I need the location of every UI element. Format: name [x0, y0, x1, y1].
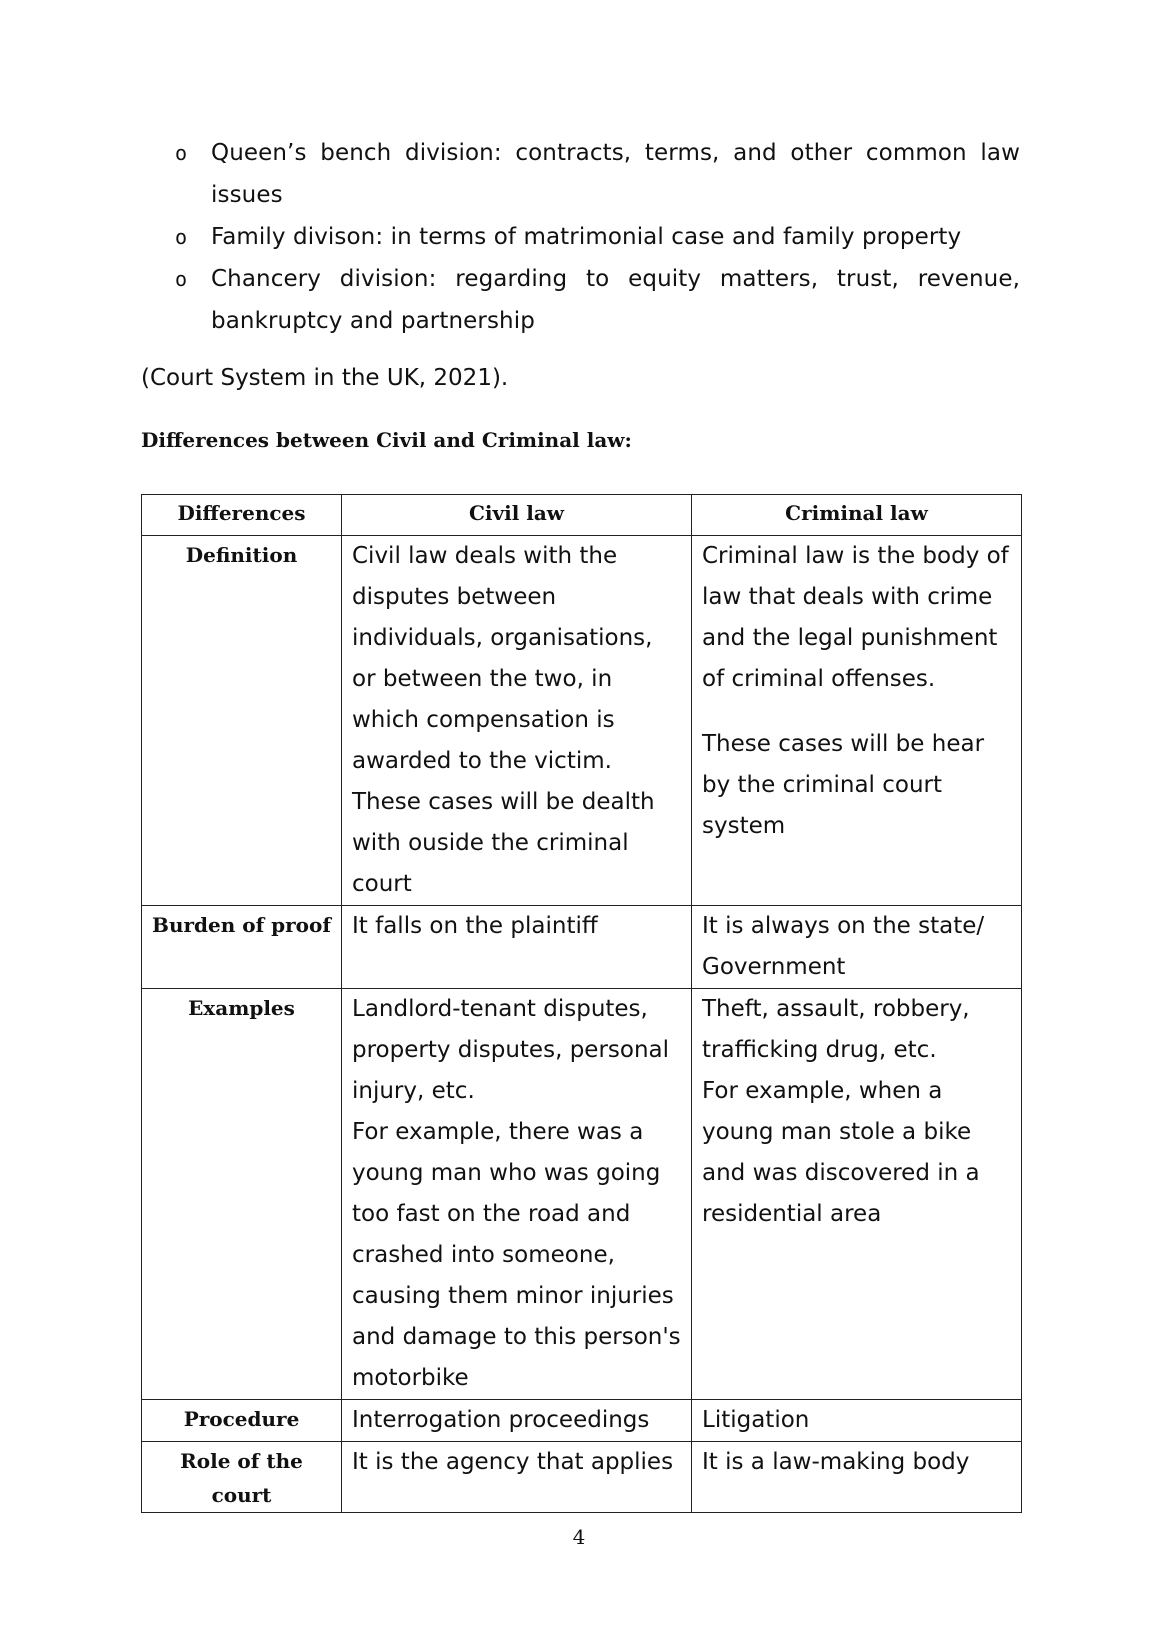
cell-paragraph: These cases will be dealth with ouside the criminal court	[352, 789, 655, 897]
civil-cell	[342, 906, 692, 989]
cell-paragraph: Landlord-tenant disputes, property disputes, personal injury, etc.	[352, 996, 670, 1104]
cell-paragraph: Theft, assault, robbery, trafficking drug, etc.	[702, 996, 970, 1063]
cell-paragraph: It is a law-making body	[702, 1449, 970, 1475]
header-differences: Differences	[142, 495, 342, 536]
civil-cell	[342, 536, 692, 906]
bullet-item	[175, 216, 1020, 258]
citation: (Court System in the UK, 2021).	[141, 365, 509, 391]
table-row-procedure	[142, 1400, 1022, 1442]
bullet-marker: o	[175, 267, 188, 291]
bullet-item	[175, 132, 1020, 216]
criminal-cell	[692, 906, 1022, 989]
table-row-role-of-the-court	[142, 1442, 1022, 1513]
cell-paragraph: These cases will be hear by the criminal court system	[702, 731, 985, 839]
bullet-text: Queen’s bench division: contracts, terms, and other common law issues	[211, 140, 1020, 208]
cell-paragraph: Interrogation proceedings	[352, 1407, 650, 1433]
cell-paragraph: It is always on the state/ Government	[702, 913, 985, 980]
civil-cell	[342, 1442, 692, 1513]
table-row-definition	[142, 536, 1022, 906]
page-number: 4	[572, 1525, 586, 1549]
cell-paragraph: It falls on the plaintiff	[352, 913, 598, 939]
header-civil-law: Civil law	[342, 495, 692, 536]
cell-paragraph: Criminal law is the body of law that deals with crime and the legal punishment of criminal offenses.	[702, 543, 1009, 692]
row-label: Role of the court	[142, 1442, 342, 1513]
civil-cell	[342, 989, 692, 1400]
row-label: Procedure	[142, 1400, 342, 1442]
table-row-burden-of-proof	[142, 906, 1022, 989]
row-label: Definition	[142, 536, 342, 906]
criminal-cell	[692, 536, 1022, 906]
cell-paragraph: Litigation	[702, 1407, 810, 1433]
criminal-cell	[692, 1400, 1022, 1442]
bullet-text: Family divison: in terms of matrimonial case and family property	[211, 224, 962, 250]
bullet-marker: o	[175, 225, 188, 249]
bullet-marker: o	[175, 141, 188, 165]
civil-cell	[342, 1400, 692, 1442]
header-criminal-law: Criminal law	[692, 495, 1022, 536]
cell-paragraph: For example, when a young man stole a bike and was discovered in a residential area	[702, 1078, 980, 1227]
comparison-table	[141, 494, 1022, 1513]
row-label: Examples	[142, 989, 342, 1400]
table-header-row	[142, 495, 1022, 536]
criminal-cell	[692, 1442, 1022, 1513]
table-title: Differences between Civil and Criminal law:	[141, 428, 632, 452]
cell-paragraph: It is the agency that applies	[352, 1449, 674, 1475]
bullet-text: Chancery division: regarding to equity matters, trust, revenue, bankruptcy and partnership	[211, 266, 1020, 334]
cell-paragraph: Civil law deals with the disputes between individuals, organisations, or between the two, in which compensation is awarded to the victim.	[352, 543, 653, 774]
bullet-list	[175, 132, 1020, 342]
bullet-item	[175, 258, 1020, 342]
cell-paragraph: For example, there was a young man who was going too fast on the road and crashed into someone, causing them minor injuries and damage to this person's motorbike	[352, 1119, 681, 1391]
row-label: Burden of proof	[142, 906, 342, 989]
criminal-cell	[692, 989, 1022, 1400]
table-row-examples	[142, 989, 1022, 1400]
